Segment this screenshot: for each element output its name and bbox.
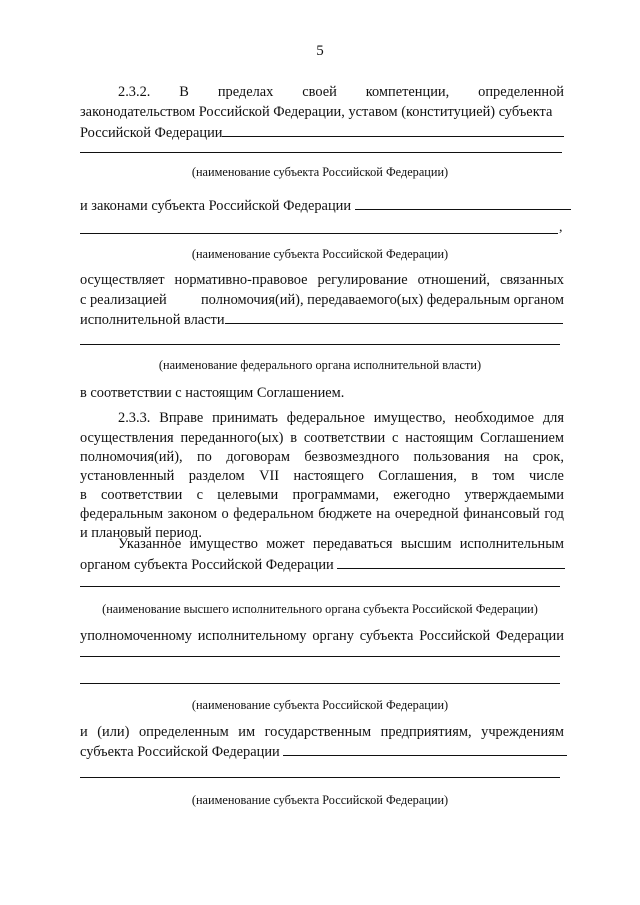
fill-in-line [80, 683, 560, 684]
fill-in-line [80, 233, 558, 234]
property-line-2: органом субъекта Российской Федерации [80, 554, 564, 575]
caption-federal-body: (наименование федерального органа исполнительной власти) [158, 358, 482, 372]
fill-in-line [337, 554, 565, 569]
regulation-line-2: с реализацией полномочия(ий), передаваемого(ых) федеральным органом [80, 292, 564, 308]
caption-subject-name: (наименование субъекта Российской Федерации) [191, 793, 449, 807]
paragraph-2-3-3-line-3: полномочия(ий), по договорам безвозмездного пользования на срок, [80, 449, 564, 465]
comma: , [559, 220, 563, 235]
caption-subject-name: (наименование субъекта Российской Федерации) [191, 165, 449, 179]
fill-in-line [80, 656, 560, 657]
fill-in-line [80, 152, 562, 153]
fill-in-line [355, 195, 571, 210]
fill-in-line [283, 741, 567, 756]
enterprises-line-1: и (или) определенным им государственным предприятиям, учреждениям [80, 724, 564, 740]
caption-subject-name: (наименование субъекта Российской Федерации) [191, 247, 449, 261]
caption-exec-body: (наименование высшего исполнительного органа субъекта Российской Федерации) [102, 602, 538, 616]
agreement-line: в соответствии с настоящим Соглашением. [80, 385, 345, 401]
paragraph-2-3-3-line-1: 2.3.3. Вправе принимать федеральное имущество, необходимое для [118, 410, 564, 426]
regulation-line-3: исполнительной власти [80, 309, 564, 330]
caption-subject-name: (наименование субъекта Российской Федерации) [191, 698, 449, 712]
fill-in-line [80, 777, 560, 778]
paragraph-2-3-2-line-2: законодательством Российской Федерации, уставом (конституцией) субъекта [80, 104, 553, 120]
laws-line: и законами субъекта Российской Федерации [80, 195, 564, 216]
fill-in-line [80, 344, 560, 345]
paragraph-2-3-3-line-4: установленный разделом VII настоящего Соглашения, в том числе [80, 468, 564, 484]
paragraph-2-3-3-line-2: осуществления переданного(ых) в соответствии с настоящим Соглашением [80, 430, 564, 446]
paragraph-2-3-2-line-1: 2.3.2. В пределах своей компетенции, определенной [118, 84, 564, 100]
paragraph-2-3-3-line-6: федеральным законом о федеральном бюджете на очередной финансовый год [80, 506, 564, 522]
paragraph-2-3-3-line-5: в соответствии с целевыми программами, ежегодно утверждаемыми [80, 487, 564, 503]
paragraph-2-3-2-line-3: Российской Федерации [80, 122, 564, 143]
regulation-line-1: осуществляет нормативно-правовое регулирование отношений, связанных [80, 272, 564, 288]
paragraph-2-3-3-line-7: и плановый период. [80, 525, 202, 541]
page-number: 5 [316, 43, 324, 59]
fill-in-line [80, 586, 560, 587]
property-line-1: Указанное имущество может передаваться высшим исполнительным [118, 536, 564, 552]
enterprises-line-2: субъекта Российской Федерации [80, 741, 564, 762]
authorized-body-line: уполномоченному исполнительному органу субъекта Российской Федерации [80, 628, 564, 644]
fill-in-line [225, 309, 563, 324]
fill-in-line [222, 122, 564, 137]
